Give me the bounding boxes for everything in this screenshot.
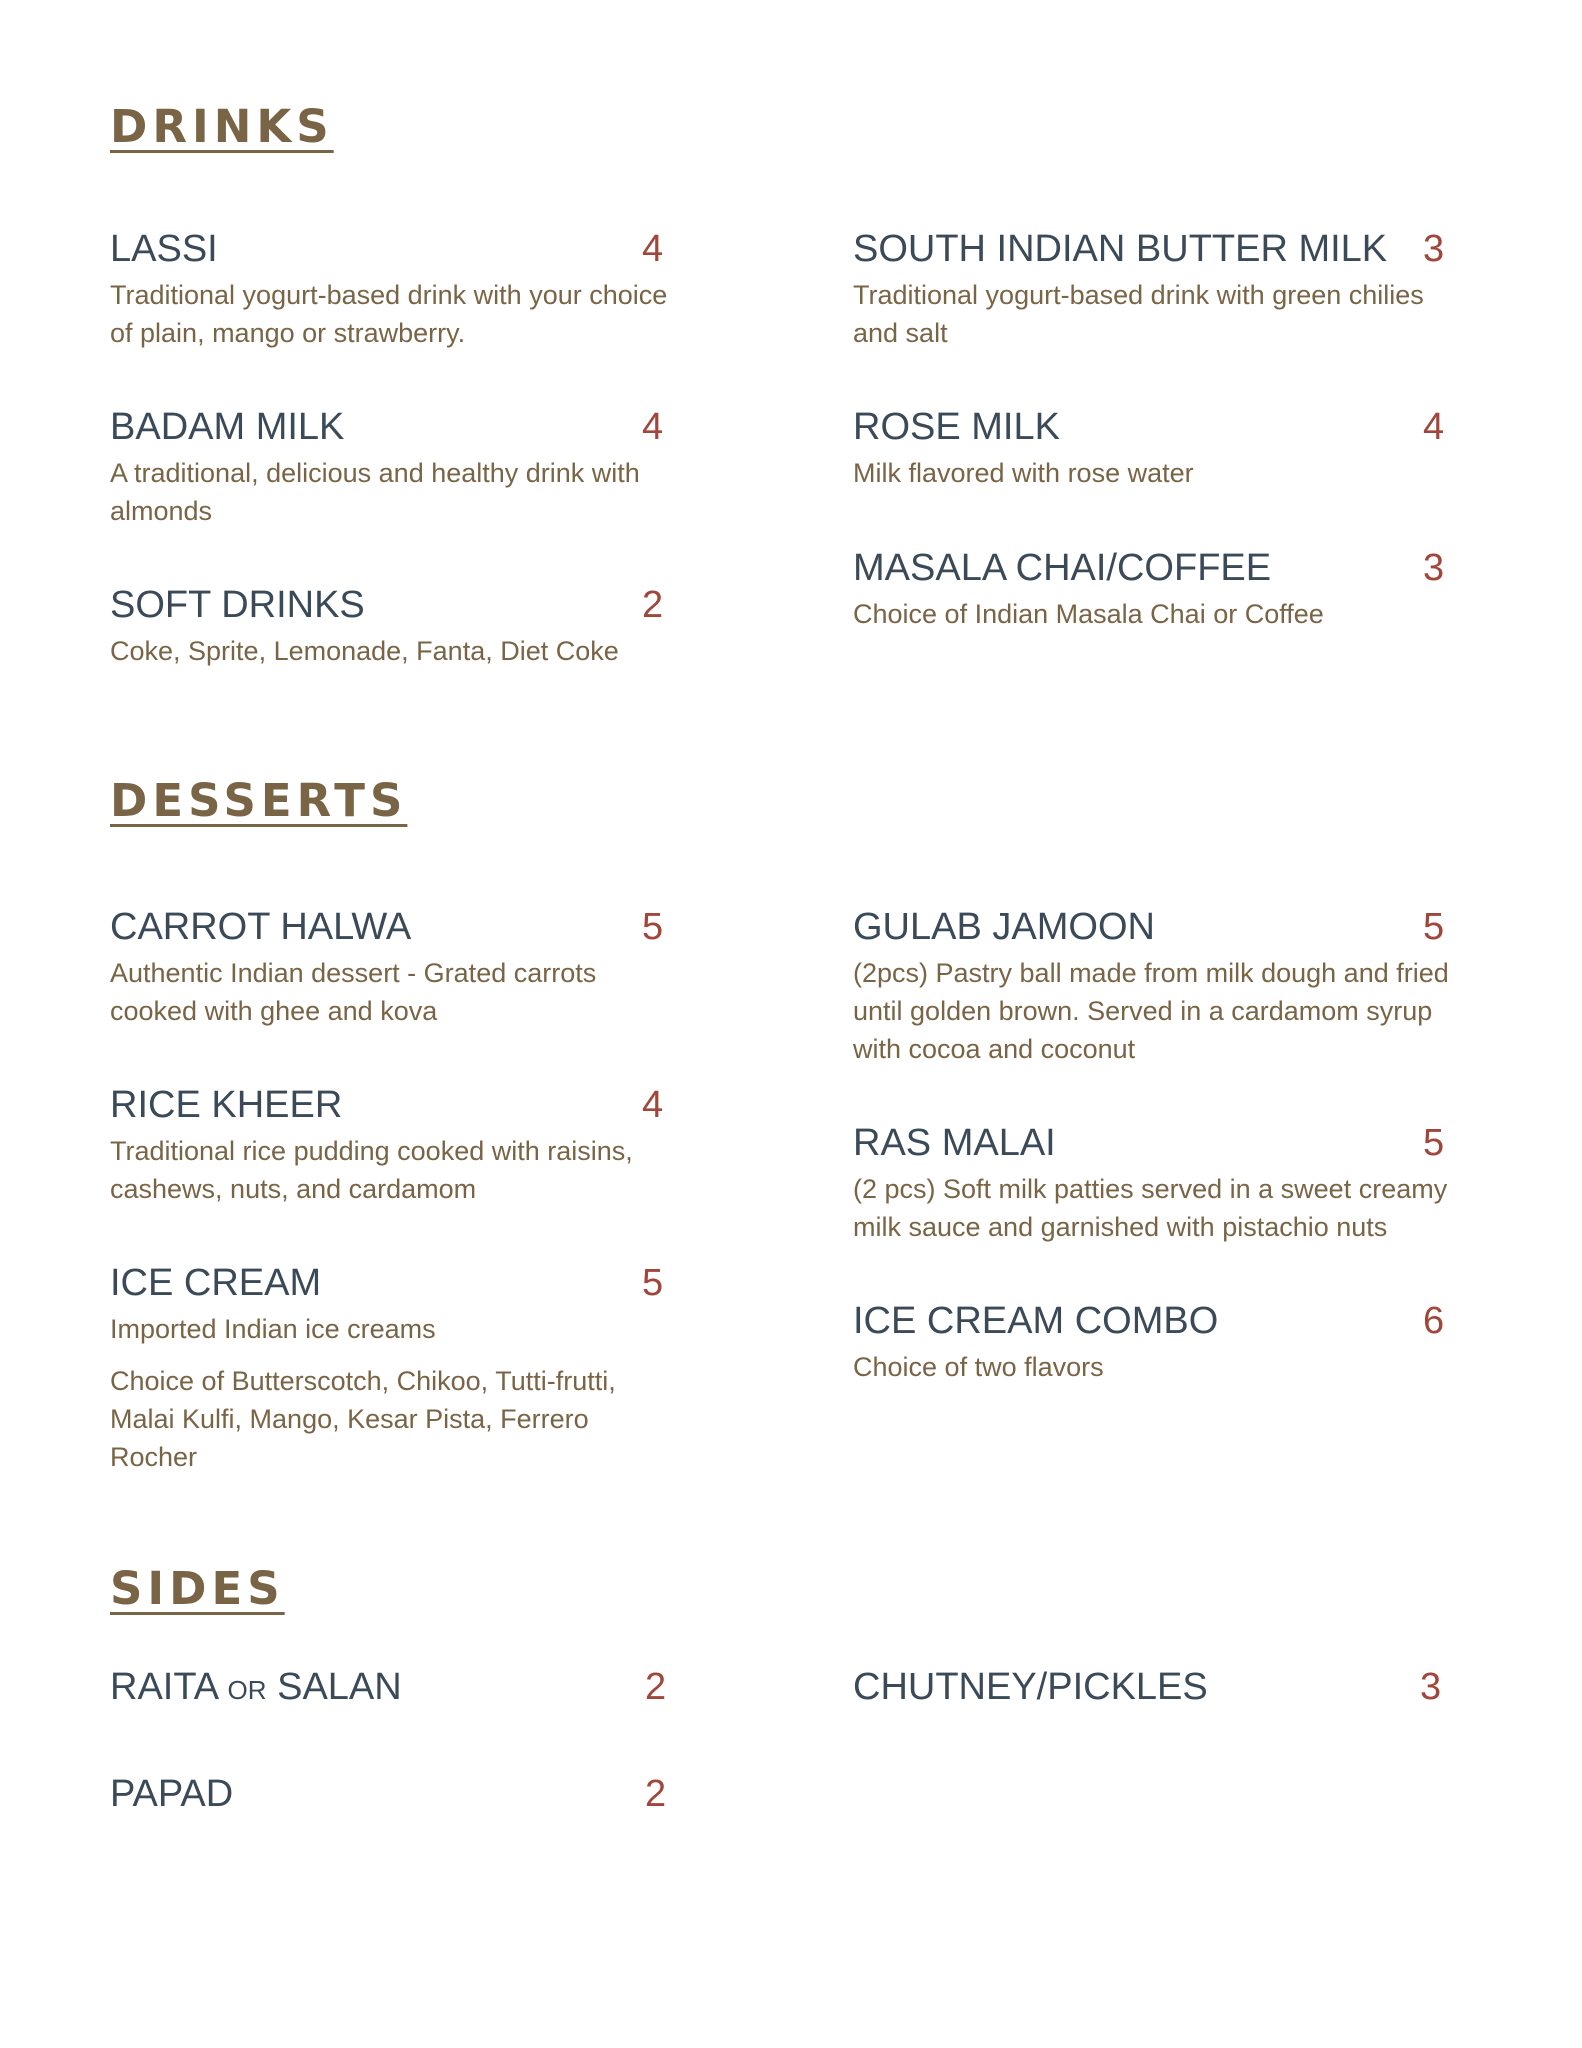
item-name: RAS MALAI	[853, 1122, 1056, 1164]
item-name: LASSI	[110, 228, 218, 270]
item-price: 5	[642, 906, 664, 948]
item-name: ICE CREAM	[110, 1262, 322, 1304]
item-name: SOUTH INDIAN BUTTER MILK	[853, 228, 1388, 270]
item-description: Milk flavored with rose water	[853, 458, 1194, 488]
item-price: 5	[1423, 1122, 1445, 1164]
item-name: GULAB JAMOON	[853, 906, 1155, 948]
menu-item-ras-malai	[853, 1116, 1473, 1246]
item-description: A traditional, delicious and healthy drink with almonds	[110, 458, 640, 526]
item-name: PAPAD	[110, 1773, 234, 1815]
item-flavors: Choice of Butterscotch, Chikoo, Tutti-frutti, Malai Kulfi, Mango, Kesar Pista, Ferrero Rocher	[110, 1366, 616, 1472]
section-title-drinks: DRINKS	[110, 100, 334, 153]
item-name: MASALA CHAI/COFFEE	[853, 547, 1272, 589]
item-name: BADAM MILK	[110, 406, 345, 448]
item-price: 5	[1423, 906, 1445, 948]
section-title-sides: SIDES	[110, 1562, 285, 1615]
menu-item-badam-milk	[110, 400, 670, 530]
item-description: Choice of two flavors	[853, 1352, 1104, 1382]
menu-item-gulab-jamoon	[853, 900, 1473, 1068]
item-price: 4	[642, 228, 664, 270]
item-price: 2	[645, 1666, 667, 1708]
menu-item-lassi	[110, 222, 670, 352]
item-description: Authentic Indian dessert - Grated carrots cooked with ghee and kova	[110, 958, 597, 1026]
item-price: 3	[1420, 1666, 1442, 1708]
item-price: 3	[1423, 547, 1445, 589]
item-description: Traditional yogurt-based drink with your choice of plain, mango or strawberry.	[110, 280, 668, 348]
item-description: Traditional yogurt-based drink with green chilies and salt	[853, 280, 1424, 348]
item-description: Coke, Sprite, Lemonade, Fanta, Diet Coke	[110, 636, 619, 666]
item-description: (2pcs) Pastry ball made from milk dough and fried until golden brown. Served in a cardamom syrup with cocoa and coconut	[853, 958, 1449, 1064]
item-price: 4	[1423, 406, 1445, 448]
item-name: CARROT HALWA	[110, 906, 412, 948]
menu-item-rose-milk	[853, 400, 1473, 492]
menu-item-raita-or-salan	[110, 1660, 670, 1714]
item-price: 2	[642, 584, 664, 626]
item-name: SOFT DRINKS	[110, 584, 365, 626]
item-name: RAITA OR SALAN	[110, 1666, 402, 1708]
item-description: Imported Indian ice creams	[110, 1314, 436, 1344]
menu-item-south-indian-butter-milk	[853, 222, 1473, 352]
menu-item-ice-cream-combo	[853, 1294, 1473, 1386]
item-name: ROSE MILK	[853, 406, 1060, 448]
menu-item-rice-kheer	[110, 1078, 670, 1208]
item-price: 2	[645, 1773, 667, 1815]
item-description: Choice of Indian Masala Chai or Coffee	[853, 599, 1324, 629]
item-name: RICE KHEER	[110, 1084, 343, 1126]
item-price: 6	[1423, 1300, 1445, 1342]
item-description: (2 pcs) Soft milk patties served in a sweet creamy milk sauce and garnished with pistachio nuts	[853, 1174, 1448, 1242]
menu-item-papad	[110, 1767, 670, 1821]
item-name: ICE CREAM COMBO	[853, 1300, 1219, 1342]
item-price: 4	[642, 1084, 664, 1126]
menu-item-soft-drinks	[110, 578, 670, 670]
menu-item-chutney-pickles	[853, 1660, 1473, 1714]
section-title-desserts: DESSERTS	[110, 774, 408, 827]
item-price: 3	[1423, 228, 1445, 270]
item-description: Traditional rice pudding cooked with raisins, cashews, nuts, and cardamom	[110, 1136, 633, 1204]
menu-item-masala-chai-coffee	[853, 541, 1473, 633]
item-price: 5	[642, 1262, 664, 1304]
menu-item-ice-cream	[110, 1256, 670, 1476]
menu-item-carrot-halwa	[110, 900, 670, 1030]
item-name: CHUTNEY/PICKLES	[853, 1666, 1208, 1708]
item-price: 4	[642, 406, 664, 448]
